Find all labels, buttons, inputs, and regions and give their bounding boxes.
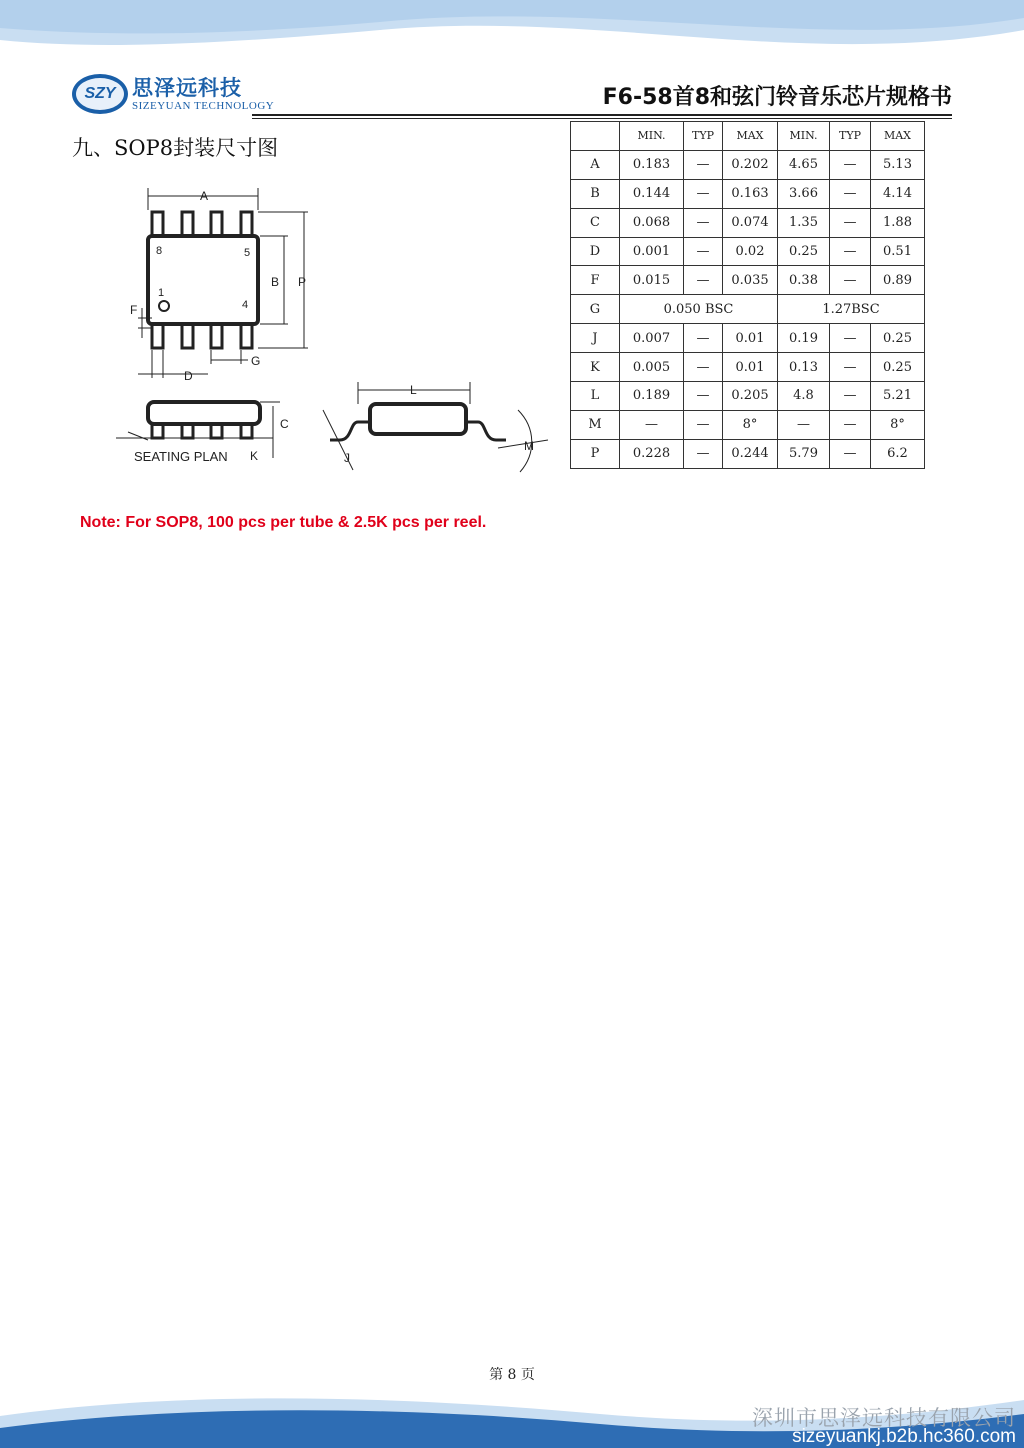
dimension-value: 0.189 — [620, 382, 684, 411]
table-header-cell: MAX — [723, 122, 778, 151]
dimension-value: — — [830, 382, 871, 411]
dimension-value: 0.163 — [723, 179, 778, 208]
dimension-value: 0.228 — [620, 439, 684, 468]
dimension-value: — — [684, 266, 723, 295]
logo-badge-text: SZY — [84, 85, 116, 102]
company-logo — [72, 72, 275, 118]
label-pin8: 8 — [156, 245, 163, 257]
table-row — [571, 382, 925, 411]
dimension-label: P — [571, 439, 620, 468]
document-title: F6-58首8和弦门铃音乐芯片规格书 — [602, 85, 952, 110]
table-header-row — [571, 122, 925, 151]
dimension-value: — — [830, 353, 871, 382]
label-pin1: 1 — [158, 287, 165, 299]
label-l: L — [410, 383, 417, 397]
table-row — [571, 237, 925, 266]
dimension-value: 0.25 — [871, 353, 925, 382]
dimension-value: 0.050 BSC — [620, 295, 778, 324]
dimension-value: 8° — [871, 410, 925, 439]
dimension-value: 0.51 — [871, 237, 925, 266]
table-header-cell: MIN. — [620, 122, 684, 151]
dimension-label: L — [571, 382, 620, 411]
dimension-value: 0.202 — [723, 150, 778, 179]
label-k: K — [250, 449, 259, 463]
dimension-value: 0.005 — [620, 353, 684, 382]
table-header-cell: MAX — [871, 122, 925, 151]
dimension-value: 0.068 — [620, 208, 684, 237]
dimension-label: M — [571, 410, 620, 439]
dimension-value: 5.79 — [778, 439, 830, 468]
dimension-value: — — [830, 237, 871, 266]
table-body — [571, 150, 925, 468]
side-view — [116, 402, 289, 464]
table-header-cell: TYP — [830, 122, 871, 151]
dimension-value: 6.2 — [871, 439, 925, 468]
dimension-table — [570, 121, 925, 469]
header-wave — [0, 0, 1024, 70]
dimension-value: — — [684, 410, 723, 439]
dimension-value: 0.205 — [723, 382, 778, 411]
table-header-cell: TYP — [684, 122, 723, 151]
table-row — [571, 410, 925, 439]
dimension-value: 5.13 — [871, 150, 925, 179]
label-d: D — [184, 369, 193, 383]
dimension-value: 0.007 — [620, 324, 684, 353]
dimension-label: D — [571, 237, 620, 266]
packing-note: Note: For SOP8, 100 pcs per tube & 2.5K pcs per reel. — [80, 514, 487, 531]
label-c: C — [280, 417, 289, 431]
dimension-value: 5.21 — [871, 382, 925, 411]
table-header-cell — [571, 122, 620, 151]
dimension-value: 0.89 — [871, 266, 925, 295]
top-view — [130, 188, 308, 383]
dimension-value: — — [830, 439, 871, 468]
label-j: J — [344, 451, 350, 465]
label-pin5: 5 — [244, 247, 251, 259]
end-view — [323, 382, 548, 472]
label-seating-plan: SEATING PLAN — [134, 449, 228, 464]
dimension-value: — — [684, 150, 723, 179]
dimension-value: — — [684, 324, 723, 353]
dimension-value: — — [684, 179, 723, 208]
dimension-value: 1.35 — [778, 208, 830, 237]
table-row — [571, 179, 925, 208]
dimension-value: 0.074 — [723, 208, 778, 237]
dimension-value: 8° — [723, 410, 778, 439]
dimension-value: 3.66 — [778, 179, 830, 208]
dimension-value: 0.244 — [723, 439, 778, 468]
label-m: M — [524, 439, 534, 453]
dimension-label: F — [571, 266, 620, 295]
logo-chinese-name: 思泽远科技 — [132, 76, 242, 100]
dimension-value: 1.27BSC — [778, 295, 925, 324]
dimension-value: 0.25 — [871, 324, 925, 353]
table-header-cell: MIN. — [778, 122, 830, 151]
dimension-value: — — [830, 324, 871, 353]
dimension-value: 0.19 — [778, 324, 830, 353]
dimension-value: 0.015 — [620, 266, 684, 295]
dimension-value: 0.035 — [723, 266, 778, 295]
dimension-label: B — [571, 179, 620, 208]
dimension-value: 0.001 — [620, 237, 684, 266]
label-f: F — [130, 303, 138, 317]
dimension-value: 0.144 — [620, 179, 684, 208]
label-g: G — [251, 354, 261, 368]
label-a: A — [200, 189, 209, 203]
table-row — [571, 439, 925, 468]
dimension-label: G — [571, 295, 620, 324]
dimension-value: — — [830, 410, 871, 439]
logo-english-name: SIZEYUAN TECHNOLOGY — [132, 100, 275, 112]
label-p: P — [298, 275, 307, 289]
page-number: 第 8 页 — [489, 1367, 535, 1383]
company-website: sizeyuankj.b2b.hc360.com — [792, 1426, 1016, 1447]
dimension-value: 0.13 — [778, 353, 830, 382]
dimension-label: C — [571, 208, 620, 237]
dimension-value: — — [684, 382, 723, 411]
logo-badge — [72, 74, 128, 114]
dimension-value: — — [830, 266, 871, 295]
table-row — [571, 353, 925, 382]
table-row — [571, 295, 925, 324]
dimension-value: 4.8 — [778, 382, 830, 411]
dimension-value: — — [684, 353, 723, 382]
dimension-value: 0.02 — [723, 237, 778, 266]
sop8-package-drawing — [108, 178, 558, 478]
dimension-value: 0.183 — [620, 150, 684, 179]
header-divider-thin — [252, 118, 952, 119]
dimension-value: — — [684, 439, 723, 468]
table-row — [571, 150, 925, 179]
dimension-value: — — [684, 208, 723, 237]
dimension-value: 0.38 — [778, 266, 830, 295]
dimension-value: — — [830, 179, 871, 208]
dimension-label: K — [571, 353, 620, 382]
table-row — [571, 324, 925, 353]
dimension-value: 0.25 — [778, 237, 830, 266]
dimension-value: 0.01 — [723, 353, 778, 382]
dimension-value: 4.14 — [871, 179, 925, 208]
company-name: 深圳市思泽远科技有限公司 — [752, 1406, 1016, 1430]
header-divider — [252, 114, 952, 116]
dimension-value: — — [684, 237, 723, 266]
label-b: B — [271, 275, 280, 289]
table-row — [571, 266, 925, 295]
dimension-value: 4.65 — [778, 150, 830, 179]
dimension-value: 0.01 — [723, 324, 778, 353]
dimension-value: — — [830, 150, 871, 179]
table-row — [571, 208, 925, 237]
dimension-label: A — [571, 150, 620, 179]
dimension-value: — — [778, 410, 830, 439]
dimension-value: — — [620, 410, 684, 439]
dimension-value: — — [830, 208, 871, 237]
section-title: 九、SOP8封装尺寸图 — [72, 136, 279, 160]
dimension-label: J — [571, 324, 620, 353]
label-pin4: 4 — [242, 299, 249, 311]
dimension-value: 1.88 — [871, 208, 925, 237]
